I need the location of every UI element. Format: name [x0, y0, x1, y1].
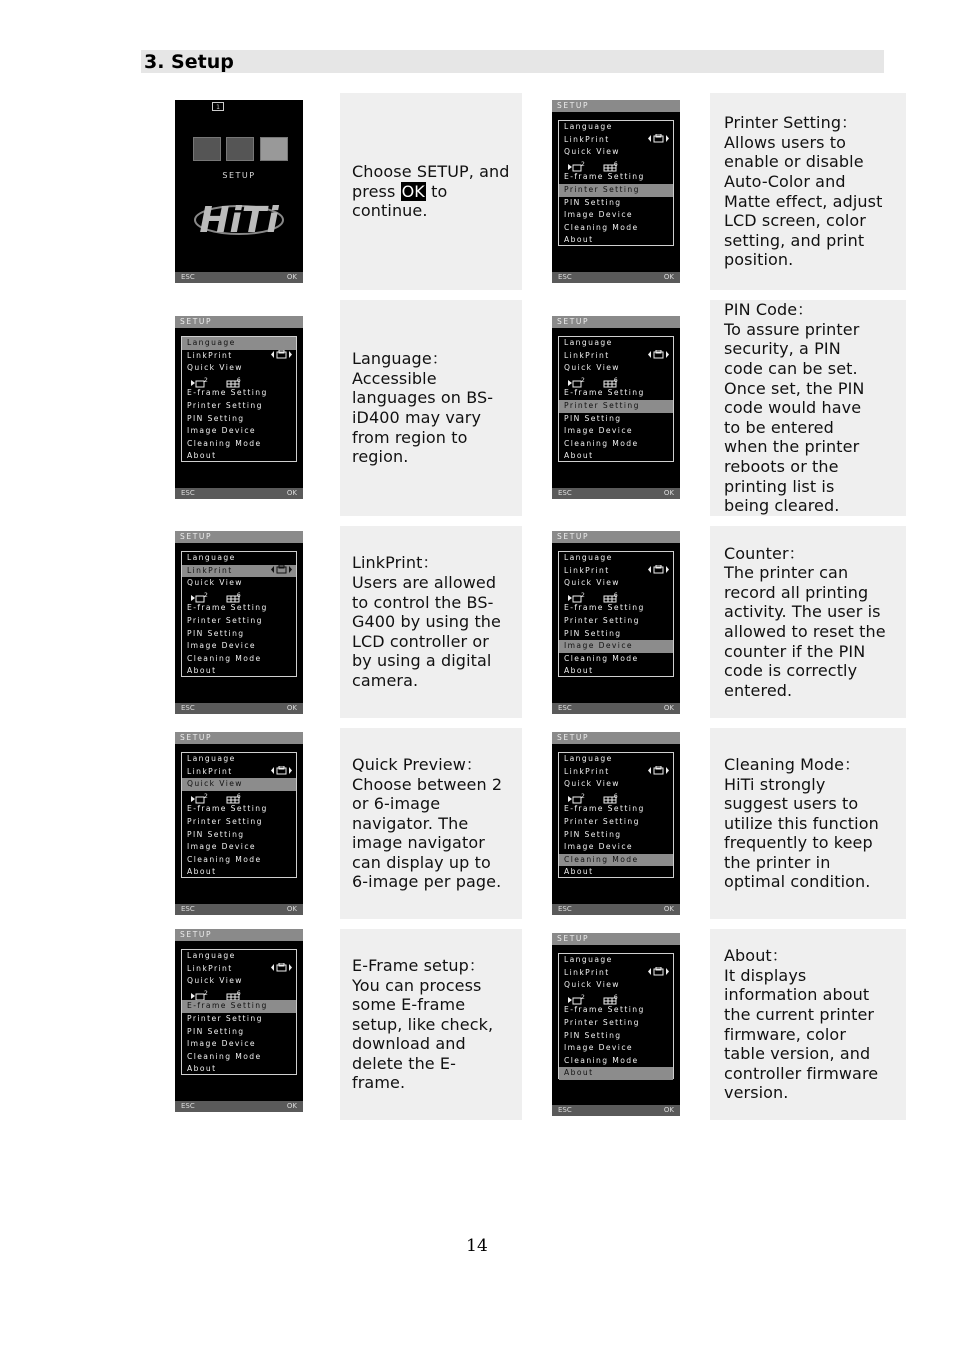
menu-item-label: Cleaning Mode	[564, 222, 639, 232]
menu-item[interactable]	[182, 400, 296, 413]
menu-item-label: Language	[564, 754, 613, 763]
desc-title: PIN Code：	[724, 300, 814, 320]
desc-cleaning-mode	[710, 728, 906, 919]
ok-key: OK	[401, 181, 425, 201]
page-number: 14	[466, 1236, 488, 1256]
nav-left-number: 2	[204, 376, 208, 384]
menu-item-label: About	[187, 867, 217, 877]
esc-label[interactable]: ESC	[558, 704, 572, 712]
ok-label[interactable]: OK	[286, 905, 297, 913]
menu-item-label: Quick View	[564, 980, 620, 990]
menu-item[interactable]	[559, 577, 673, 590]
menu-item[interactable]	[182, 1038, 296, 1051]
menu-item-label: Cleaning Mode	[187, 438, 262, 448]
nav-left-number: 2	[581, 376, 585, 384]
menu-item-label: Cleaning Mode	[564, 854, 639, 864]
menu-item[interactable]	[559, 866, 673, 879]
counter-icon: 1	[212, 102, 224, 111]
menu-item[interactable]	[182, 665, 296, 678]
menu-item-label: Cleaning Mode	[187, 854, 262, 864]
menu-item[interactable]	[559, 234, 673, 247]
desc-title: Language：	[352, 349, 448, 369]
menu-item[interactable]	[559, 337, 673, 350]
ok-label[interactable]: OK	[663, 1106, 674, 1114]
menu-item[interactable]	[559, 565, 673, 578]
ok-label[interactable]: OK	[286, 489, 297, 497]
menu-item-label: Image Device	[564, 641, 633, 651]
printer-toggle-icon[interactable]	[648, 134, 670, 148]
lcd-title-bar: SETUP	[552, 316, 680, 328]
menu-item[interactable]	[182, 766, 296, 779]
menu-item-label: PIN Setting	[187, 829, 245, 839]
lcd-menu	[181, 336, 297, 462]
menu-item-label: LinkPrint	[187, 963, 233, 973]
menu-item-label: E-frame Setting	[564, 388, 645, 398]
menu-item-label: Language	[564, 553, 613, 562]
menu-item-label: E-frame Setting	[187, 1001, 268, 1011]
menu-item-label: LinkPrint	[187, 350, 233, 360]
ok-label[interactable]: OK	[663, 704, 674, 712]
lcd-bottom-bar: ESC OK	[175, 272, 303, 283]
menu-item-label: Language	[187, 338, 236, 347]
menu-item[interactable]	[182, 1013, 296, 1026]
nav-left-number: 2	[581, 160, 585, 168]
menu-item-label: Printer Setting	[564, 816, 640, 826]
menu-item[interactable]	[559, 552, 673, 565]
menu-item[interactable]	[182, 362, 296, 375]
nav-right-number: 6	[236, 591, 241, 599]
menu-item-navigator[interactable]	[559, 590, 673, 603]
desc-body: HiTi strongly suggest users to utilize this function frequently to keep the printer in optimal condition.	[724, 774, 879, 892]
menu-item-navigator[interactable]	[182, 791, 296, 804]
frame-icon	[226, 137, 254, 161]
menu-item[interactable]	[559, 184, 673, 197]
lcd-bottom-bar	[175, 1101, 303, 1112]
menu-item[interactable]	[182, 628, 296, 641]
ok-label[interactable]: OK	[286, 704, 297, 712]
menu-item-label: Quick View	[564, 578, 620, 588]
nav-left-number: 2	[204, 792, 208, 800]
lcd-screen-about	[552, 933, 680, 1116]
ok-label[interactable]: OK	[286, 1102, 297, 1110]
menu-item[interactable]	[182, 450, 296, 463]
menu-item-navigator[interactable]	[559, 992, 673, 1005]
lcd-title-bar: SETUP	[175, 316, 303, 328]
printer-toggle-icon[interactable]	[271, 766, 293, 780]
menu-item-label: Cleaning Mode	[187, 653, 262, 663]
setup-icon	[260, 137, 288, 161]
ok-label[interactable]: OK	[663, 489, 674, 497]
menu-item[interactable]	[182, 602, 296, 615]
lcd-menu	[181, 752, 297, 878]
menu-item-label: Cleaning Mode	[187, 1051, 262, 1061]
menu-item[interactable]	[559, 1017, 673, 1030]
menu-item[interactable]	[182, 854, 296, 867]
menu-item-label: Quick View	[564, 779, 620, 789]
menu-item-label: E-frame Setting	[564, 172, 645, 182]
desc-title: Quick Preview：	[352, 754, 483, 774]
lcd-title-bar: SETUP	[552, 933, 680, 945]
menu-item-label: PIN Setting	[187, 413, 245, 423]
desc-printer-setting	[710, 93, 906, 290]
menu-item[interactable]	[182, 1000, 296, 1013]
lcd-bottom-bar	[175, 703, 303, 714]
menu-item[interactable]	[559, 209, 673, 222]
menu-item[interactable]	[182, 753, 296, 766]
lcd-menu	[181, 551, 297, 677]
menu-item[interactable]	[182, 438, 296, 451]
esc-label[interactable]: ESC	[558, 905, 572, 913]
lcd-title-bar: SETUP	[552, 100, 680, 112]
menu-item[interactable]	[182, 778, 296, 791]
lcd-title-bar: SETUP	[552, 732, 680, 744]
menu-item[interactable]	[182, 950, 296, 963]
menu-item-label: Language	[564, 338, 613, 347]
menu-item[interactable]	[559, 1067, 673, 1080]
desc-eframe	[340, 929, 522, 1120]
section-header	[141, 50, 884, 73]
menu-item[interactable]	[182, 975, 296, 988]
lcd-screen-image-device	[552, 531, 680, 714]
printer-toggle-icon[interactable]	[271, 350, 293, 364]
menu-item[interactable]	[182, 1051, 296, 1064]
lcd-title-bar: SETUP	[175, 531, 303, 543]
lcd-screen-printer-setting	[552, 100, 680, 283]
menu-item[interactable]	[559, 121, 673, 134]
menu-item-navigator[interactable]	[182, 375, 296, 388]
menu-item[interactable]	[182, 425, 296, 438]
lcd-menu	[181, 949, 297, 1075]
menu-item-label: Image Device	[187, 842, 256, 852]
menu-item[interactable]	[559, 803, 673, 816]
lcd-title-bar: SETUP	[552, 531, 680, 543]
menu-item[interactable]	[182, 577, 296, 590]
ok-label[interactable]: OK	[663, 273, 674, 281]
desc-title: Cleaning Mode：	[724, 754, 861, 774]
lcd-screen-linkprint	[175, 531, 303, 714]
menu-item-label: About	[564, 451, 594, 461]
menu-item-label: PIN Setting	[564, 413, 622, 423]
lcd-bottom-bar	[552, 488, 680, 499]
menu-item-label: Printer Setting	[187, 615, 263, 625]
menu-item[interactable]	[559, 438, 673, 451]
desc-language	[340, 300, 522, 516]
menu-item-label: LinkPrint	[564, 565, 610, 575]
menu-item[interactable]	[182, 615, 296, 628]
lcd-splash-screen	[175, 100, 303, 283]
menu-item-label: Printer Setting	[564, 400, 640, 410]
desc-body: To assure printer security, a PIN code can be set. Once set, the PIN code would have to be entered when the printer reboots or the printing list is being cleared.	[724, 319, 865, 516]
lcd-menu	[558, 953, 674, 1079]
printer-toggle-icon[interactable]	[648, 967, 670, 981]
menu-item[interactable]	[559, 628, 673, 641]
menu-item[interactable]	[182, 387, 296, 400]
lcd-screen-language	[175, 316, 303, 499]
menu-item-label: Quick View	[187, 363, 243, 373]
esc-label[interactable]: ESC	[558, 1106, 572, 1114]
menu-item[interactable]	[559, 778, 673, 791]
setup-line1: Choose SETUP, and	[352, 162, 510, 182]
desc-setup	[340, 93, 522, 290]
menu-item[interactable]	[559, 841, 673, 854]
menu-item[interactable]	[182, 1063, 296, 1076]
menu-item-label: PIN Setting	[187, 1026, 245, 1036]
menu-item-label: LinkPrint	[564, 350, 610, 360]
nav-left-number: 2	[204, 591, 208, 599]
menu-item-label: About	[564, 867, 594, 877]
esc-label[interactable]: ESC	[181, 704, 195, 712]
nav-left-number: 2	[204, 989, 208, 997]
setup-line2: press OK to	[352, 181, 448, 201]
menu-item-label: Language	[187, 951, 236, 960]
desc-body: You can process some E-frame setup, like check, download and delete the E-frame.	[352, 975, 494, 1093]
desc-body: It displays information about the current printer firmware, color table version, and controller firmware version.	[724, 965, 879, 1103]
nav-right-number: 6	[236, 376, 241, 384]
esc-label[interactable]: ESC	[181, 1102, 195, 1110]
menu-item-label: Language	[187, 553, 236, 562]
hiti-logo	[193, 198, 285, 238]
menu-item-navigator[interactable]	[559, 375, 673, 388]
menu-item-label: Quick View	[187, 578, 243, 588]
desc-body: Users are allowed to control the BS-G400 by using the LCD controller or by using a digital camera.	[352, 573, 501, 690]
menu-item[interactable]	[182, 552, 296, 565]
desc-counter	[710, 526, 906, 718]
menu-item[interactable]	[559, 979, 673, 992]
menu-item[interactable]	[182, 653, 296, 666]
splash-label: SETUP	[222, 171, 256, 180]
menu-item-label: PIN Setting	[564, 829, 622, 839]
menu-item[interactable]	[559, 362, 673, 375]
menu-item-label: LinkPrint	[564, 766, 610, 776]
lcd-screen-pin-setting	[552, 316, 680, 499]
menu-item[interactable]	[559, 640, 673, 653]
menu-item-label: Image Device	[564, 842, 633, 852]
menu-item-label: About	[564, 235, 594, 245]
lcd-menu	[558, 752, 674, 878]
desc-title: Printer Setting：	[724, 113, 858, 133]
lcd-bottom-bar	[552, 272, 680, 283]
menu-item-label: Cleaning Mode	[564, 653, 639, 663]
menu-item-label: LinkPrint	[187, 766, 233, 776]
nav-right-number: 6	[613, 591, 618, 599]
menu-item[interactable]	[182, 1026, 296, 1039]
menu-item-label: Cleaning Mode	[564, 1055, 639, 1065]
printer-toggle-icon[interactable]	[648, 350, 670, 364]
menu-item[interactable]	[182, 640, 296, 653]
desc-title: Counter：	[724, 543, 805, 563]
menu-item[interactable]	[182, 963, 296, 976]
menu-item-label: Quick View	[564, 147, 620, 157]
menu-item-label: E-frame Setting	[187, 804, 268, 814]
lcd-bottom-bar	[552, 1105, 680, 1116]
desc-pin-code	[710, 300, 906, 516]
menu-item[interactable]	[559, 1004, 673, 1017]
desc-about	[710, 929, 906, 1120]
menu-item-label: E-frame Setting	[564, 603, 645, 613]
menu-item-navigator[interactable]	[182, 988, 296, 1001]
menu-item[interactable]	[559, 171, 673, 184]
nav-right-number: 6	[236, 792, 241, 800]
menu-item-label: LinkPrint	[564, 134, 610, 144]
menu-item[interactable]	[559, 653, 673, 666]
nav-right-number: 6	[236, 989, 241, 997]
menu-item[interactable]	[559, 425, 673, 438]
menu-item[interactable]	[182, 816, 296, 829]
menu-item[interactable]	[559, 1030, 673, 1043]
desc-body: Choose between 2 or 6-image navigator. The image navigator can display up to 6-image per page.	[352, 774, 503, 892]
menu-item-label: Language	[564, 122, 613, 131]
photo-icon	[193, 137, 221, 161]
lcd-menu	[558, 551, 674, 677]
esc-label[interactable]: ESC	[181, 489, 195, 497]
menu-item-label: Printer Setting	[187, 816, 263, 826]
nav-right-number: 6	[613, 792, 618, 800]
esc-label[interactable]: ESC	[558, 489, 572, 497]
menu-item[interactable]	[559, 450, 673, 463]
menu-item-label: About	[564, 1068, 594, 1078]
menu-item-navigator[interactable]	[559, 791, 673, 804]
menu-item[interactable]	[182, 829, 296, 842]
menu-item-navigator[interactable]	[559, 159, 673, 172]
menu-item[interactable]	[559, 350, 673, 363]
nav-right-number: 6	[613, 993, 618, 1001]
menu-item[interactable]	[559, 387, 673, 400]
printer-toggle-icon[interactable]	[648, 766, 670, 780]
printer-toggle-icon[interactable]	[271, 963, 293, 977]
menu-item[interactable]	[559, 753, 673, 766]
menu-item-label: About	[187, 666, 217, 676]
menu-item-label: LinkPrint	[564, 967, 610, 977]
menu-item[interactable]	[559, 766, 673, 779]
desc-title: LinkPrint：	[352, 553, 439, 573]
menu-item[interactable]	[182, 413, 296, 426]
menu-item-label: About	[187, 1064, 217, 1074]
menu-item[interactable]	[182, 841, 296, 854]
printer-toggle-icon[interactable]	[648, 565, 670, 579]
menu-item-label: Quick View	[187, 779, 243, 789]
menu-item-label: PIN Setting	[564, 197, 622, 207]
menu-item[interactable]	[559, 829, 673, 842]
lcd-bottom-bar	[552, 904, 680, 915]
menu-item-label: Image Device	[564, 210, 633, 220]
menu-item-label: Cleaning Mode	[564, 438, 639, 448]
menu-item-label: Printer Setting	[564, 615, 640, 625]
menu-item-label: E-frame Setting	[564, 804, 645, 814]
menu-item-label: Image Device	[187, 1039, 256, 1049]
menu-item[interactable]	[559, 954, 673, 967]
desc-body: Allows users to enable or disable Auto-Color and Matte effect, adjust LCD screen, color setting, and print position.	[724, 132, 883, 270]
lcd-bottom-bar	[175, 488, 303, 499]
menu-item-label: Quick View	[187, 976, 243, 986]
menu-item-label: Image Device	[564, 426, 633, 436]
nav-left-number: 2	[581, 792, 585, 800]
menu-item[interactable]	[559, 222, 673, 235]
nav-right-number: 6	[613, 376, 618, 384]
menu-item[interactable]	[559, 665, 673, 678]
svg-text:HiTi: HiTi	[199, 200, 279, 238]
nav-right-number: 6	[613, 160, 618, 168]
printer-toggle-icon[interactable]	[271, 565, 293, 579]
menu-item-label: Language	[187, 754, 236, 763]
menu-item[interactable]	[182, 565, 296, 578]
desc-title: E-Frame setup：	[352, 955, 485, 975]
lcd-menu	[558, 336, 674, 462]
menu-item-label: PIN Setting	[564, 1030, 622, 1040]
menu-item-label: Image Device	[187, 426, 256, 436]
lcd-screen-quick-view	[175, 732, 303, 915]
esc-label[interactable]: ESC	[558, 273, 572, 281]
menu-item-label: Printer Setting	[187, 400, 263, 410]
menu-item-navigator[interactable]	[182, 590, 296, 603]
menu-item-label: Quick View	[564, 363, 620, 373]
menu-item[interactable]	[559, 1055, 673, 1068]
lcd-screen-eframe	[175, 929, 303, 1112]
menu-item-label: Printer Setting	[564, 184, 640, 194]
lcd-bottom-bar	[175, 904, 303, 915]
desc-title: About：	[724, 946, 788, 966]
menu-item[interactable]	[559, 816, 673, 829]
section-title: 3. Setup	[144, 51, 234, 73]
menu-item[interactable]	[559, 854, 673, 867]
menu-item[interactable]	[182, 866, 296, 879]
menu-item[interactable]	[559, 967, 673, 980]
lcd-title-bar: SETUP	[175, 732, 303, 744]
menu-item-label: LinkPrint	[187, 565, 233, 575]
menu-item-label: E-frame Setting	[564, 1005, 645, 1015]
desc-body: Accessible languages on BS-iD400 may vary from region to region.	[352, 368, 494, 467]
nav-left-number: 2	[581, 993, 585, 1001]
esc-label[interactable]: ESC	[181, 905, 195, 913]
menu-item[interactable]	[559, 400, 673, 413]
desc-body: The printer can record all printing activity. The user is allowed to reset the counter if the PIN code is correctly entered.	[724, 563, 886, 700]
menu-item-label: E-frame Setting	[187, 603, 268, 613]
menu-item-label: Image Device	[187, 641, 256, 651]
setup-line3: continue.	[352, 201, 428, 221]
menu-item[interactable]	[182, 803, 296, 816]
lcd-title-bar: SETUP	[175, 929, 303, 941]
menu-item[interactable]	[559, 146, 673, 159]
nav-left-number: 2	[581, 591, 585, 599]
menu-item-label: Language	[564, 955, 613, 964]
menu-item-label: Printer Setting	[187, 1013, 263, 1023]
desc-quick-preview	[340, 728, 522, 919]
menu-item-label: PIN Setting	[564, 628, 622, 638]
lcd-bottom-bar	[552, 703, 680, 714]
menu-item-label: About	[187, 451, 217, 461]
menu-item[interactable]	[559, 602, 673, 615]
menu-item[interactable]	[559, 413, 673, 426]
menu-item[interactable]	[182, 337, 296, 350]
menu-item-label: Printer Setting	[564, 1017, 640, 1027]
lcd-screen-cleaning-mode	[552, 732, 680, 915]
lcd-menu	[558, 120, 674, 246]
menu-item[interactable]	[559, 197, 673, 210]
menu-item-label: About	[564, 666, 594, 676]
menu-item[interactable]	[559, 1042, 673, 1055]
menu-item-label: E-frame Setting	[187, 388, 268, 398]
desc-linkprint	[340, 526, 522, 718]
menu-item-label: PIN Setting	[187, 628, 245, 638]
menu-item[interactable]	[182, 350, 296, 363]
menu-item[interactable]	[559, 615, 673, 628]
ok-label[interactable]: OK	[663, 905, 674, 913]
menu-item[interactable]	[559, 134, 673, 147]
menu-item-label: Image Device	[564, 1043, 633, 1053]
